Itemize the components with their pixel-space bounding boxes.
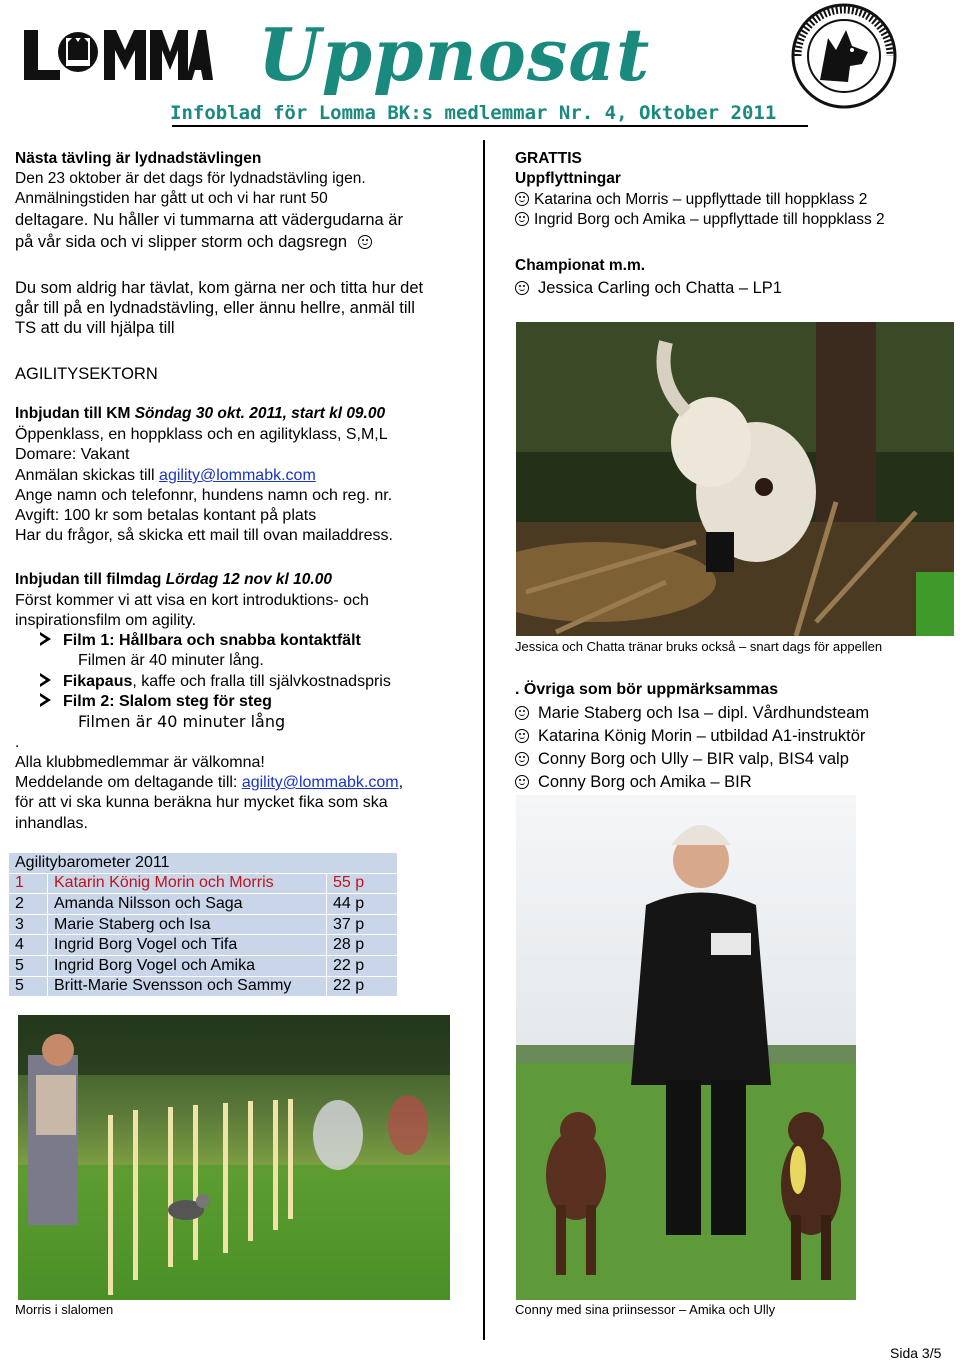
notice-line: för att vi ska kunna beräkna hur mycket fika som ska	[15, 794, 388, 811]
barometer-rank: 1	[9, 873, 48, 894]
smiley-icon	[515, 281, 529, 295]
barometer-rank: 5	[9, 955, 48, 976]
notice-email-link[interactable]: agility@lommabk.com	[241, 774, 399, 791]
grattis-heading: GRATTIS	[515, 150, 582, 167]
lydnad-line: Anmälningstiden har gått ut och vi har runt 50	[15, 190, 328, 207]
fika-item	[40, 672, 391, 693]
conny-photo	[516, 795, 856, 1300]
ovriga-item	[515, 703, 869, 724]
header-rule	[172, 125, 808, 127]
arrow-bullet-icon	[40, 693, 51, 707]
km-line: Ange namn och telefonnr, hundens namn och reg. nr.	[15, 487, 393, 504]
column-divider	[483, 140, 485, 1340]
km-invite	[15, 404, 385, 425]
newsletter-subtitle: Infoblad för Lomma BK:s medlemmar Nr. 4, Oktober 2011	[170, 102, 777, 124]
ovriga-item	[515, 726, 865, 747]
barometer-title-row	[9, 853, 398, 874]
km-signup-prefix: Anmälan skickas till	[15, 467, 160, 484]
km-invite-prefix: Inbjudan till KM	[15, 405, 135, 422]
arrow-bullet-icon	[40, 632, 51, 646]
fika-rest: , kaffe och fralla till självkostnadspris	[132, 673, 391, 690]
table-row	[9, 976, 398, 997]
agility-heading: AGILITYSEKTORN	[15, 365, 158, 383]
separator-dot: .	[15, 734, 20, 751]
film-invite-prefix: Inbjudan till filmdag	[15, 571, 166, 588]
notice-suffix: ,	[398, 774, 404, 791]
ovriga-text: Conny Borg och Ully – BIR valp, BIS4 valp	[538, 750, 849, 768]
film2-item	[40, 692, 272, 713]
lomma-logo	[18, 8, 213, 86]
lydnad-heading: Nästa tävling är lydnadstävlingen	[15, 150, 262, 167]
slalom-photo	[18, 1015, 450, 1300]
film1-title: Film 1: Hållbara och snabba kontaktfält	[63, 632, 361, 649]
club-seal	[790, 2, 898, 110]
conny-caption: Conny med sina priinsessor – Amika och Ully	[515, 1302, 776, 1317]
slalom-caption: Morris i slalomen	[15, 1302, 114, 1317]
notice-prefix: Meddelande om deltagande till:	[15, 774, 242, 791]
smiley-icon	[515, 729, 529, 743]
film2-title: Film 2: Slalom steg för steg	[63, 693, 272, 710]
ovriga-item	[515, 772, 752, 793]
km-invite-date: Söndag 30 okt. 2011, start kl 09.00	[134, 405, 386, 422]
ovriga-heading: . Övriga som bör uppmärksammas	[515, 681, 779, 698]
lydnad-para2-line: TS att du vill hjälpa till	[15, 319, 175, 337]
chatta-photo	[516, 322, 954, 636]
smiley-icon	[515, 775, 529, 789]
barometer-table	[8, 852, 398, 997]
film2-desc: Filmen är 40 minuter lång	[78, 712, 286, 731]
film1-item	[40, 631, 361, 652]
ovriga-item	[515, 749, 849, 770]
barometer-points: 37 p	[327, 914, 398, 935]
km-signup	[15, 466, 316, 487]
barometer-name: Ingrid Borg Vogel och Amika	[48, 955, 327, 976]
lydnad-line-text: på vår sida och vi slipper storm och dagsregn	[15, 233, 347, 251]
notice-line: inhandlas.	[15, 815, 88, 832]
table-row	[9, 914, 398, 935]
fika-bold: Fikapaus	[63, 673, 133, 690]
smiley-icon	[515, 752, 529, 766]
notice-line	[15, 773, 403, 794]
barometer-title: Agilitybarometer 2011	[9, 853, 398, 874]
chatta-caption: Jessica och Chatta tränar bruks också – snart dags för appellen	[515, 639, 883, 654]
barometer-name: Marie Staberg och Isa	[48, 914, 327, 935]
km-email-link[interactable]: agility@lommabk.com	[159, 467, 316, 484]
barometer-points: 28 p	[327, 935, 398, 956]
barometer-name: Ingrid Borg Vogel och Tifa	[48, 935, 327, 956]
ovriga-text: Marie Staberg och Isa – dipl. Vårdhundsteam	[538, 704, 870, 722]
barometer-rank: 5	[9, 976, 48, 997]
barometer-rank: 4	[9, 935, 48, 956]
film-intro-line: Först kommer vi att visa en kort introduktions- och	[15, 592, 369, 609]
championat-text: Jessica Carling och Chatta – LP1	[538, 279, 782, 297]
uppflytt-text: Katarina och Morris – uppflyttade till hoppklass 2	[534, 191, 868, 208]
barometer-name: Britt-Marie Svensson och Sammy	[48, 976, 327, 997]
km-line: Domare: Vakant	[15, 446, 130, 463]
barometer-rank: 2	[9, 894, 48, 915]
page-number: Sida 3/5	[890, 1345, 942, 1361]
ovriga-text: Conny Borg och Amika – BIR	[538, 773, 752, 791]
barometer-points: 55 p	[327, 873, 398, 894]
lydnad-para2-line: Du som aldrig har tävlat, kom gärna ner och titta hur det	[15, 279, 424, 297]
lydnad-line: Den 23 oktober är det dags för lydnadstävling igen.	[15, 170, 366, 187]
barometer-name: Amanda Nilsson och Saga	[48, 894, 327, 915]
km-line: Avgift: 100 kr som betalas kontant på plats	[15, 507, 317, 524]
film-invite	[15, 570, 332, 591]
film1-desc: Filmen är 40 minuter lång.	[78, 652, 264, 669]
table-row	[9, 894, 398, 915]
smiley-icon	[515, 212, 529, 226]
table-row	[9, 955, 398, 976]
uppflytt-item	[515, 190, 867, 211]
newsletter-title: Uppnosat	[258, 12, 651, 97]
championat-heading: Championat m.m.	[515, 257, 646, 274]
table-row	[9, 935, 398, 956]
championat-item	[515, 278, 782, 299]
lydnad-line: deltagare. Nu håller vi tummarna att vädergudarna är	[15, 211, 403, 229]
table-row	[9, 873, 398, 894]
lydnad-para2-line: går till på en lydnadstävling, eller ännu hellre, anmäl till	[15, 299, 415, 317]
barometer-points: 22 p	[327, 955, 398, 976]
uppflytt-item	[515, 210, 885, 231]
barometer-points: 22 p	[327, 976, 398, 997]
uppflytt-text: Ingrid Borg och Amika – uppflyttade till hoppklass 2	[534, 211, 885, 228]
smiley-icon	[515, 706, 529, 720]
uppflyttningar-heading: Uppflyttningar	[515, 170, 621, 187]
arrow-bullet-icon	[40, 673, 51, 687]
film-invite-date: Lördag 12 nov kl 10.00	[165, 571, 332, 588]
km-line: Har du frågor, så skicka ett mail till ovan mailaddress.	[15, 527, 393, 544]
smiley-icon	[358, 235, 372, 249]
welcome-line: Alla klubbmedlemmar är välkomna!	[15, 754, 265, 771]
km-line: Öppenklass, en hoppklass och en agilityklass, S,M,L	[15, 426, 388, 443]
film-intro-line: inspirationsfilm om agility.	[15, 612, 197, 629]
barometer-points: 44 p	[327, 894, 398, 915]
agility-barometer	[8, 852, 398, 997]
barometer-rank: 3	[9, 914, 48, 935]
lydnad-line	[15, 232, 377, 253]
ovriga-text: Katarina König Morin – utbildad A1-instruktör	[538, 727, 866, 745]
barometer-name: Katarin König Morin och Morris	[48, 873, 327, 894]
smiley-icon	[515, 192, 529, 206]
